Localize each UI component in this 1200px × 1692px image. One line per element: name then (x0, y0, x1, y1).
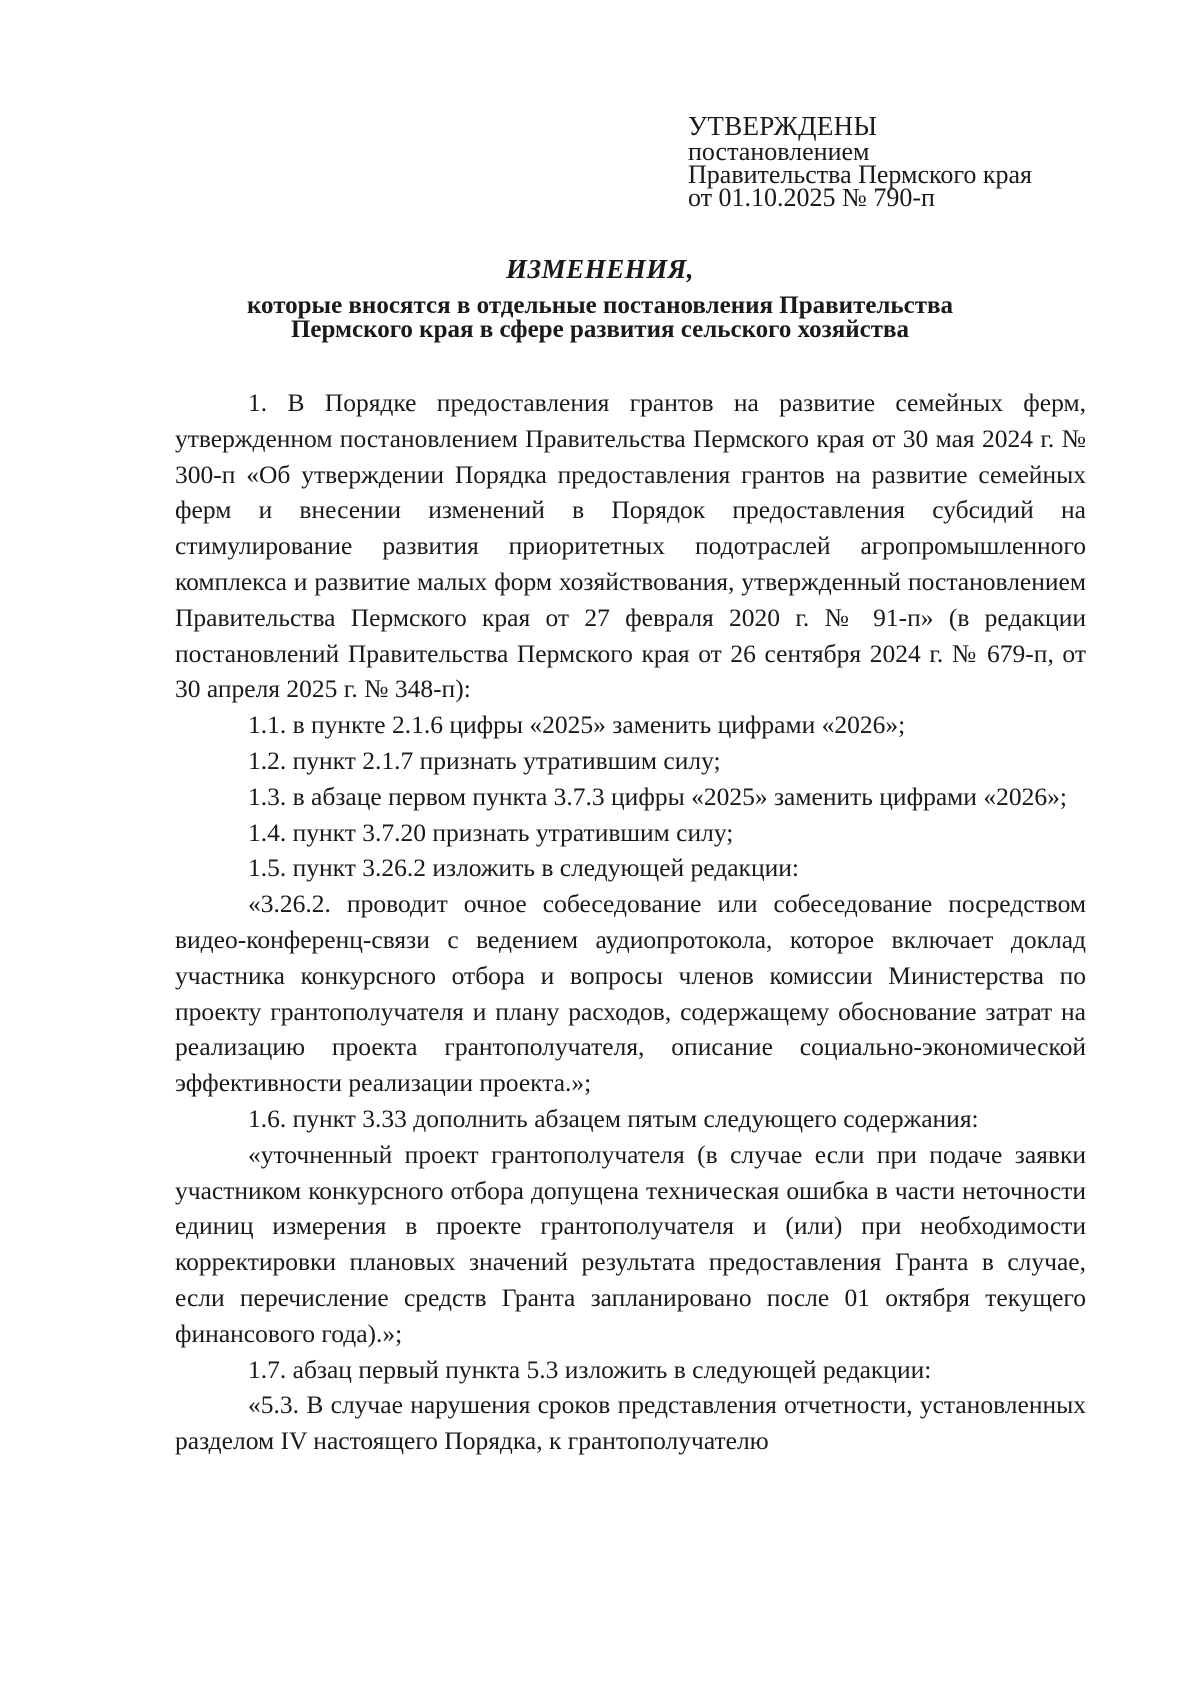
approval-heading: УТВЕРЖДЕНЫ (688, 111, 878, 141)
approval-resolution-line: постановлением (688, 137, 870, 166)
paragraph-1-7: 1.7. абзац первый пункта 5.3 изложить в следующей редакции: (248, 1354, 932, 1384)
paragraph-5-3-quote: «5.3. В случае нарушения сроков представления отчетности, установленных разделом IV настоящего Порядка, к грантополучателю (175, 1390, 1086, 1456)
paragraph-3-33-quote: «уточненный проект грантополучателя (в случае если при подаче заявки участником конкурсного отбора допущена техническая ошибка в части неточности единиц измерения в проекте грантополучателя и (или) при необходимости корректировки плановых значений результата предоставления Гранта в случае, если перечисление средств Гранта запланировано после 01 октября текущего финансового года).»; (175, 1139, 1086, 1348)
paragraph-1-3: 1.3. в абзаце первом пункта 3.7.3 цифры «2025» заменить цифрами «2026»; (248, 781, 1067, 811)
document-title: ИЗМЕНЕНИЯ, (505, 254, 695, 284)
paragraph-1-1: 1.1. в пункте 2.1.6 цифры «2025» заменить цифрами «2026»; (248, 710, 906, 740)
document-body (175, 385, 1086, 1459)
paragraph-1-6: 1.6. пункт 3.33 дополнить абзацем пятым следующего содержания: (248, 1103, 979, 1133)
subtitle-line-2: Пермского края в сфере развития сельского хозяйства (290, 316, 910, 343)
paragraph-1-4: 1.4. пункт 3.7.20 признать утратившим силу; (248, 817, 734, 847)
document-subtitle (0, 294, 1200, 342)
approval-stamp (688, 111, 1032, 212)
approval-government-line: Правительства Пермского края (688, 160, 1032, 189)
paragraph-1-5: 1.5. пункт 3.26.2 изложить в следующей редакции: (248, 853, 799, 883)
paragraph-1-2: 1.2. пункт 2.1.7 признать утратившим силу; (248, 745, 721, 775)
paragraph-1: 1. В Порядке предоставления грантов на развитие семейных ферм, утвержденном постановлением Правительства Пермского края от 30 мая 2024 г. № 300-п «Об утверждении Порядка предоставления грантов на развитие семейных ферм и внесении изменений в Порядок предоставления субсидий на стимулирование развития приоритетных подотраслей агропромышленного комплекса и развитие малых форм хозяйствования, утвержденный постановлением Правительства Пермского края от 27 февраля 2020 г. № 91-п» (в редакции постановлений Правительства Пермского края от 26 сентября 2024 г. № 679-п, от 30 апреля 2025 г. № 348-п): (175, 388, 1086, 704)
paragraph-3-26-2-quote: «3.26.2. проводит очное собеседование или собеседование посредством видео-конференц-связи с ведением аудиопротокола, которое включает доклад участника конкурсного отбора и вопросы членов комиссии Министерства по проекту грантополучателя и плану расходов, содержащему обоснование затрат на реализацию проекта грантополучателя, описание социально-экономической эффективности реализации проекта.»; (175, 889, 1086, 1098)
approval-date-number-line: от 01.10.2025 № 790-п (688, 183, 935, 212)
subtitle-line-1: которые вносятся в отдельные постановления Правительства (246, 292, 954, 319)
